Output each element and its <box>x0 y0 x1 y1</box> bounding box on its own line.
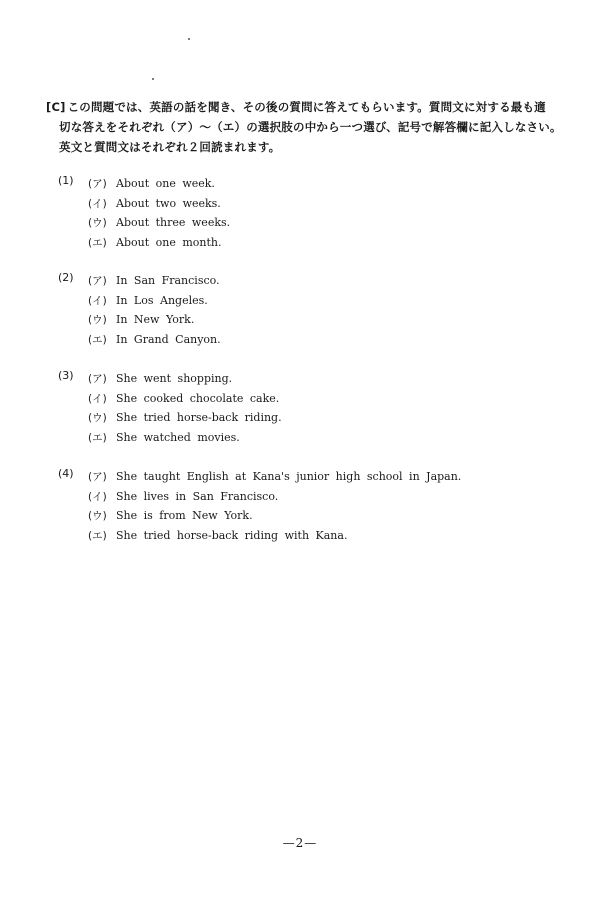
question-3 <box>58 369 282 447</box>
question-2 <box>58 271 221 349</box>
choice-d <box>58 428 282 448</box>
choice-mark: (エ) <box>88 236 107 249</box>
choice-mark: (エ) <box>88 333 107 346</box>
choice-mark: (ウ) <box>88 217 107 229</box>
choice-mark: (ア) <box>88 373 107 385</box>
choice-mark: (ウ) <box>88 510 107 522</box>
choice-mark: (ウ) <box>88 314 107 326</box>
choice-mark: (ウ) <box>88 412 107 424</box>
choice-a <box>58 467 461 487</box>
question-number: (3) <box>58 369 74 382</box>
instructions-line-2: 切な答えをそれぞれ（ア）～（エ）の選択肢の中から一つ選び、記号で解答欄に記入しなさい。 <box>59 120 562 134</box>
choice-mark: (エ) <box>88 529 107 542</box>
choice-b <box>58 194 230 214</box>
choice-a <box>58 271 221 291</box>
choice-text: About one month. <box>116 235 222 249</box>
question-4 <box>58 467 461 545</box>
choice-text: She tried horse-back riding with Kana. <box>116 528 348 542</box>
choice-a <box>58 369 282 389</box>
choice-text: She cooked chocolate cake. <box>116 391 280 405</box>
choice-c <box>58 408 282 428</box>
choice-text: She went shopping. <box>116 372 233 385</box>
choice-text: She lives in San Francisco. <box>116 489 279 503</box>
choice-c <box>58 213 230 233</box>
choice-b <box>58 389 282 409</box>
question-number: (4) <box>58 467 74 480</box>
choice-mark: (イ) <box>88 197 107 210</box>
choice-b <box>58 291 221 311</box>
choice-text: In Grand Canyon. <box>116 332 221 346</box>
question-number: (1) <box>58 174 74 187</box>
choice-text: She is from New York. <box>116 509 253 522</box>
choice-text: About two weeks. <box>116 196 221 210</box>
scan-speck <box>188 38 190 40</box>
scan-speck <box>152 78 154 80</box>
section-tag: [C] <box>46 100 66 114</box>
choice-mark: (イ) <box>88 392 107 405</box>
choice-text: She watched movies. <box>116 430 240 444</box>
choice-d <box>58 526 461 546</box>
choice-text: She tried horse-back riding. <box>116 411 282 424</box>
question-1 <box>58 174 230 252</box>
choice-d <box>58 233 230 253</box>
choice-mark: (エ) <box>88 431 107 444</box>
choice-d <box>58 330 221 350</box>
question-number: (2) <box>58 271 74 284</box>
choice-c <box>58 310 221 330</box>
choice-text: She taught English at Kana's junior high school in Japan. <box>116 470 462 483</box>
instructions-text-1: この問題では、英語の話を聞き、その後の質問に答えてもらいます。質問文に対する最も適 <box>67 100 546 114</box>
instructions-line-1 <box>46 97 566 117</box>
page-number: —2— <box>282 836 318 850</box>
choice-a <box>58 174 230 194</box>
choice-mark: (ア) <box>88 471 107 483</box>
choice-b <box>58 487 461 507</box>
choice-text: About three weeks. <box>116 216 231 229</box>
choice-mark: (イ) <box>88 490 107 503</box>
choice-text: In New York. <box>116 313 195 326</box>
choice-text: About one week. <box>116 177 215 190</box>
instructions-block <box>46 97 566 157</box>
choice-mark: (ア) <box>88 178 107 190</box>
choice-mark: (ア) <box>88 275 107 287</box>
choice-c <box>58 506 461 526</box>
instructions-line-3: 英文と質問文はそれぞれ２回読まれます。 <box>59 140 281 154</box>
choice-text: In Los Angeles. <box>116 293 208 307</box>
choice-text: In San Francisco. <box>116 274 220 287</box>
choice-mark: (イ) <box>88 294 107 307</box>
